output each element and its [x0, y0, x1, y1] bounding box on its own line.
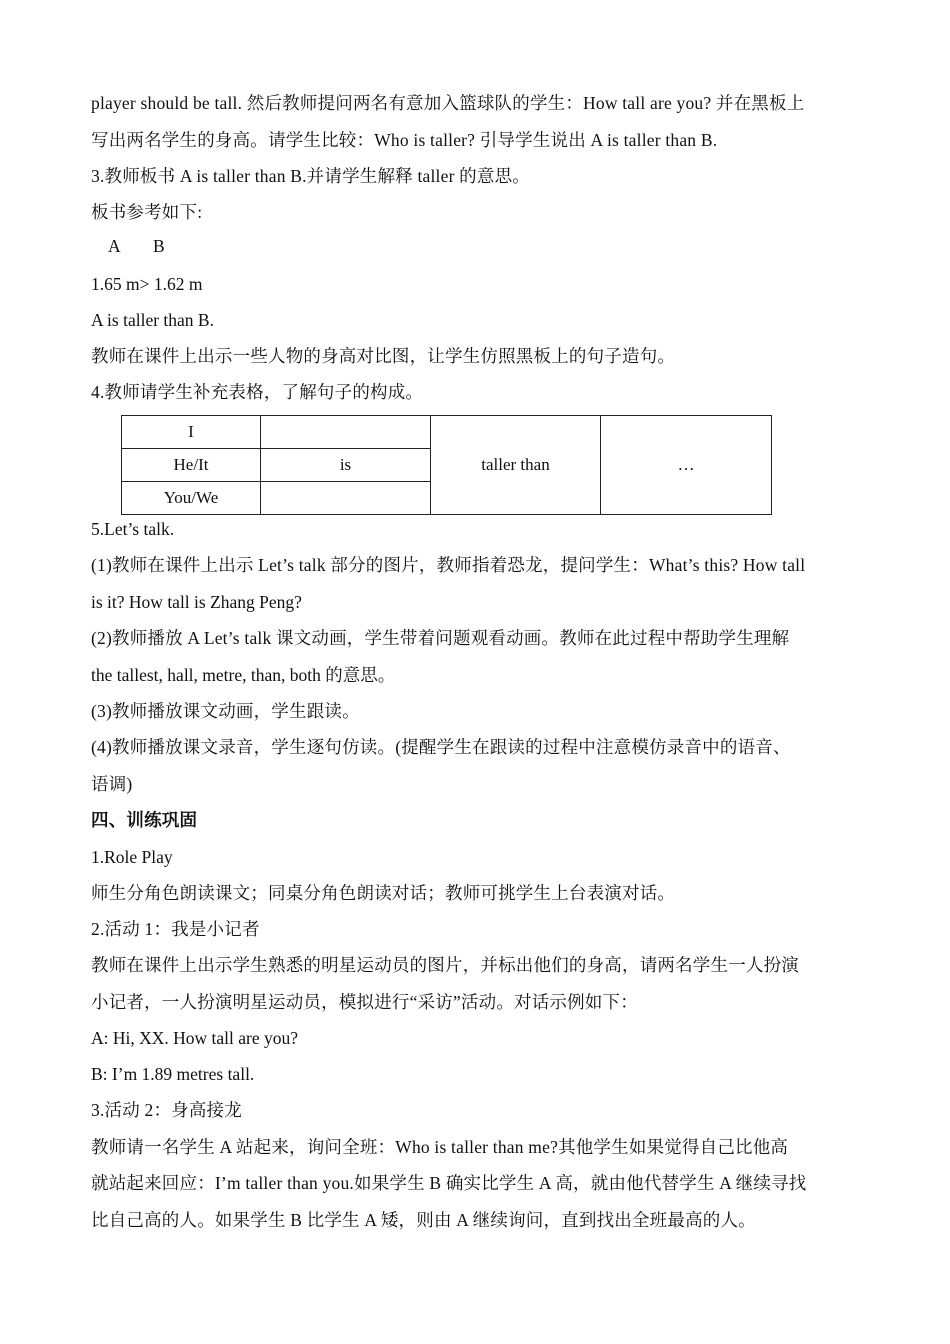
label-a: A [108, 236, 121, 256]
example-sentence: A is taller than B. [91, 310, 214, 330]
dialogue-line: A: Hi, XX. How tall are you? [91, 1028, 299, 1048]
height-comparison: 1.65 m> 1.62 m [91, 274, 203, 294]
label-b: B [153, 236, 165, 256]
table-cell-pronoun: I [122, 416, 261, 449]
dialogue-line: B: I’m 1.89 metres tall. [91, 1064, 255, 1084]
step-5-line: 5.Let’s talk. [91, 519, 175, 539]
table-cell-verb: is [261, 449, 431, 482]
paragraph-line: 就站起来回应：I’m taller than you.如果学生 B 确实比学生 A 高，就由他代替学生 A 继续寻找 [91, 1173, 807, 1193]
table-cell-ellipsis: … [601, 416, 772, 515]
paragraph-line: 写出两名学生的身高。请学生比较：Who is taller? 引导学生说出 A is taller than B. [91, 130, 718, 150]
blackboard-heading: 板书参考如下: [91, 202, 203, 222]
step-3-line: 3.教师板书 A is taller than B.并请学生解释 taller 的意思。 [91, 166, 530, 186]
table-cell-empty [261, 416, 431, 449]
section-heading: 四、训练巩固 [91, 810, 198, 830]
activity-title: 3.活动 2：身高接龙 [91, 1100, 242, 1120]
paragraph-line: (4)教师播放课文录音，学生逐句仿读。(提醒学生在跟读的过程中注意模仿录音中的语音、 [91, 737, 791, 757]
paragraph-line: (3)教师播放课文动画，学生跟读。 [91, 701, 360, 721]
sentence-structure-table [121, 415, 772, 515]
activity-title: 1.Role Play [91, 847, 173, 867]
step-4-line: 4.教师请学生补充表格，了解句子的构成。 [91, 382, 424, 402]
activity-title: 2.活动 1：我是小记者 [91, 919, 260, 939]
paragraph-line: 师生分角色朗读课文；同桌分角色朗读对话；教师可挑学生上台表演对话。 [91, 883, 676, 903]
table-cell-pronoun: You/We [122, 482, 261, 515]
paragraph-line: (2)教师播放 A Let’s talk 课文动画，学生带着问题观看动画。教师在此过程中帮助学生理解 [91, 628, 790, 648]
paragraph-line: the tallest, hall, metre, than, both 的意思。 [91, 665, 396, 685]
paragraph-line: player should be tall. 然后教师提问两名有意加入篮球队的学生：How tall are you? 并在黑板上 [91, 93, 805, 113]
paragraph-line: 教师请一名学生 A 站起来，询问全班：Who is taller than me?其他学生如果觉得自己比他高 [91, 1137, 789, 1157]
paragraph-line: 小记者，一人扮演明星运动员，模拟进行“采访”活动。对话示例如下： [91, 992, 638, 1012]
paragraph-line: 教师在课件上出示一些人物的身高对比图，让学生仿照黑板上的句子造句。 [91, 346, 676, 366]
paragraph-line: 语调) [91, 774, 133, 794]
paragraph-line: (1)教师在课件上出示 Let’s talk 部分的图片，教师指着恐龙，提问学生：What’s this? How tall [91, 555, 806, 575]
paragraph-line: is it? How tall is Zhang Peng? [91, 592, 302, 612]
table-cell-comparative: taller than [431, 416, 601, 515]
paragraph-line: 比自己高的人。如果学生 B 比学生 A 矮，则由 A 继续询问，直到找出全班最高的人。 [91, 1210, 756, 1230]
table-cell-pronoun: He/It [122, 449, 261, 482]
paragraph-line: 教师在课件上出示学生熟悉的明星运动员的图片，并标出他们的身高，请两名学生一人扮演 [91, 955, 799, 975]
blackboard-labels [108, 236, 165, 257]
table-cell-empty [261, 482, 431, 515]
